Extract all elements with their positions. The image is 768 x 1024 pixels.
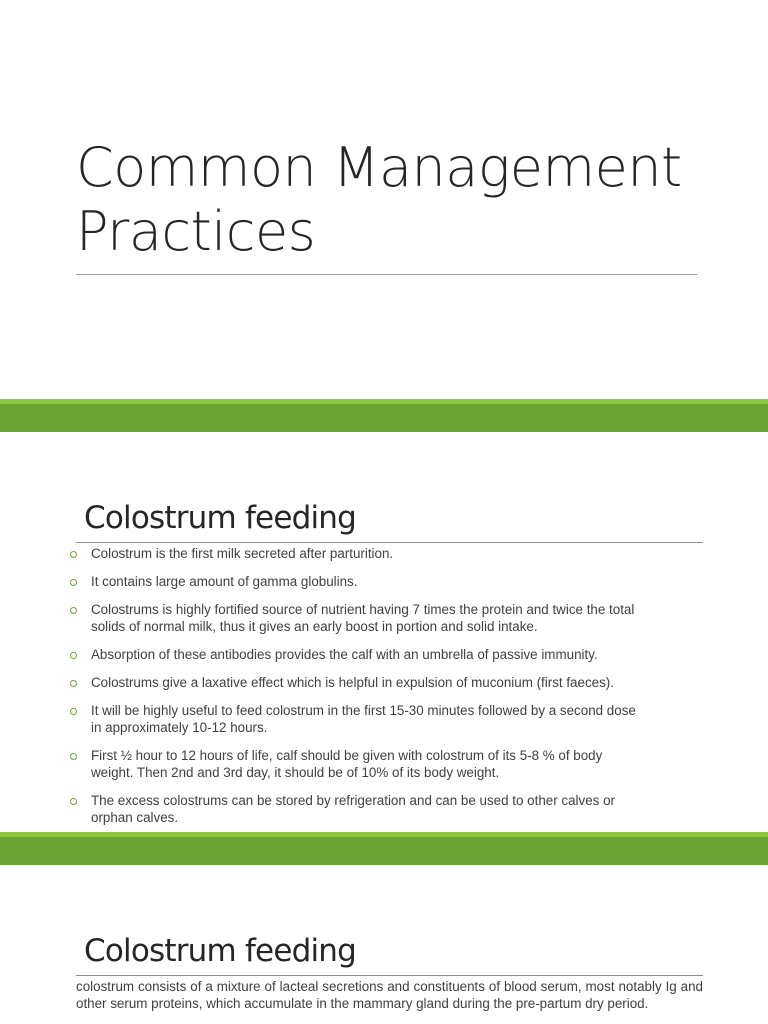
heading-divider (76, 542, 703, 543)
slide-separator-band-highlight (0, 399, 768, 404)
hollow-circle-bullet-icon (70, 551, 77, 558)
bullet-list (68, 545, 708, 837)
bullet-text-line-2: solids of normal milk, thus it gives an early boost in portion and solid intake. (91, 619, 538, 634)
slide-title-line-1: Common Management (76, 136, 682, 199)
list-item (68, 545, 708, 562)
bullet-text-line-1: The excess colostrums can be stored by refrigeration and can be used to other calves or (91, 793, 616, 808)
hollow-circle-bullet-icon (70, 652, 77, 659)
bullet-text-line-2: weight. Then 2nd and 3rd day, it should be of 10% of its body weight. (91, 765, 500, 780)
section-heading: Colostrum feeding (84, 933, 357, 969)
list-item (68, 573, 708, 590)
list-item (68, 792, 708, 826)
slide-separator-band (0, 399, 768, 432)
list-item (68, 702, 708, 736)
list-item (68, 646, 708, 663)
bullet-text-line-2: orphan calves. (91, 810, 179, 825)
slide-title (76, 136, 716, 264)
hollow-circle-bullet-icon (70, 607, 77, 614)
hollow-circle-bullet-icon (70, 753, 77, 760)
slide-separator-band-highlight (0, 832, 768, 837)
hollow-circle-bullet-icon (70, 680, 77, 687)
slide-title-line-2: Practices (76, 200, 316, 263)
hollow-circle-bullet-icon (70, 798, 77, 805)
hollow-circle-bullet-icon (70, 579, 77, 586)
bullet-text-line-1: It will be highly useful to feed colostrum in the first 15-30 minutes followed by a second dose (91, 703, 636, 718)
list-item (68, 601, 708, 635)
body-paragraph: colostrum consists of a mixture of lacteal secretions and constituents of blood serum, most notably Ig and other serum proteins, which accumulate in the mammary gland during the pre-partum dry period. (76, 979, 703, 1011)
bullet-text-line-2: in approximately 10-12 hours. (91, 720, 268, 735)
heading-divider (76, 975, 703, 976)
bullet-text-line-1: Colostrum is the first milk secreted after parturition. (91, 546, 394, 561)
list-item (68, 747, 708, 781)
bullet-text-line-1: Colostrums give a laxative effect which is helpful in expulsion of muconium (first faeces). (91, 675, 614, 690)
bullet-text-line-1: First ½ hour to 12 hours of life, calf should be given with colostrum of its 5-8 % of body (91, 748, 603, 763)
hollow-circle-bullet-icon (70, 708, 77, 715)
bullet-text-line-1: Colostrums is highly fortified source of nutrient having 7 times the protein and twice the total (91, 602, 635, 617)
bullet-text-line-1: It contains large amount of gamma globulins. (91, 574, 358, 589)
section-heading: Colostrum feeding (84, 500, 357, 536)
list-item (68, 674, 708, 691)
bullet-text-line-1: Absorption of these antibodies provides the calf with an umbrella of passive immunity. (91, 647, 598, 662)
slide-separator-band (0, 832, 768, 865)
title-divider (76, 274, 698, 275)
